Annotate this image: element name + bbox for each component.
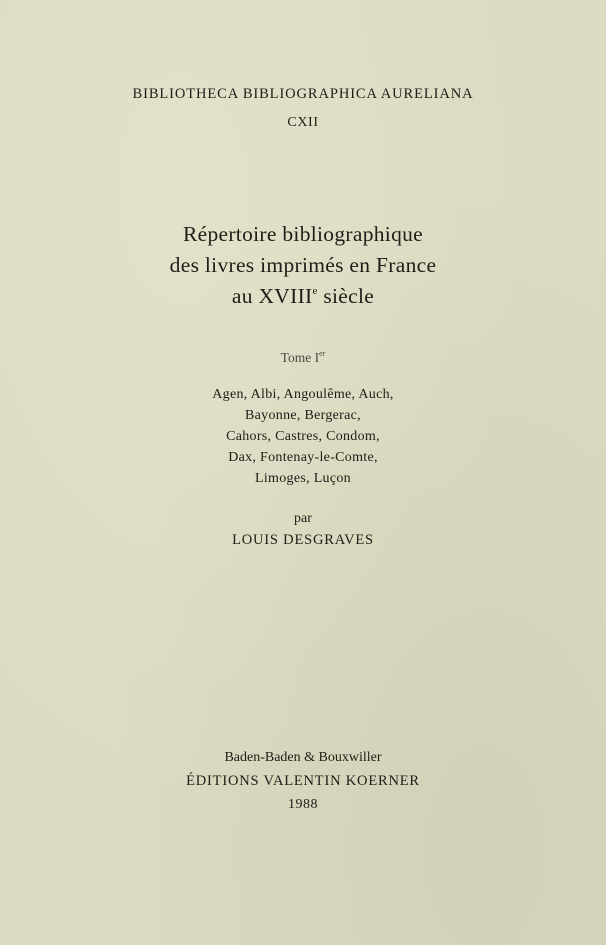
tome-text: Tome I xyxy=(280,350,320,365)
book-title-line-3-prefix: au XVIII xyxy=(231,284,313,308)
series-volume-number: CXII xyxy=(287,115,319,130)
publisher-name: ÉDITIONS VALENTIN KOERNER xyxy=(186,773,420,789)
places-line-5: Limoges, Luçon xyxy=(255,471,351,486)
tome-superscript: er xyxy=(319,349,326,358)
tome-label xyxy=(0,350,606,366)
century-superscript: e xyxy=(312,285,318,297)
places-line-1: Agen, Albi, Angoulême, Auch, xyxy=(212,387,394,402)
publication-place: Baden-Baden & Bouxwiller xyxy=(224,750,382,765)
places-line-4: Dax, Fontenay-le-Comte, xyxy=(228,450,378,465)
publication-year: 1988 xyxy=(288,797,318,812)
book-title-line-1: Répertoire bibliographique xyxy=(182,222,424,246)
book-title-line-3 xyxy=(0,284,606,309)
series-title: BIBLIOTHECA BIBLIOGRAPHICA AURELIANA xyxy=(132,86,474,102)
book-title-line-3-suffix: siècle xyxy=(317,284,375,308)
places-line-3: Cahors, Castres, Condom, xyxy=(226,429,380,444)
by-label: par xyxy=(294,511,312,526)
author-name: LOUIS DESGRAVES xyxy=(232,532,374,548)
book-title-line-2: des livres imprimés en France xyxy=(169,253,437,277)
places-line-2: Bayonne, Bergerac, xyxy=(245,408,361,423)
